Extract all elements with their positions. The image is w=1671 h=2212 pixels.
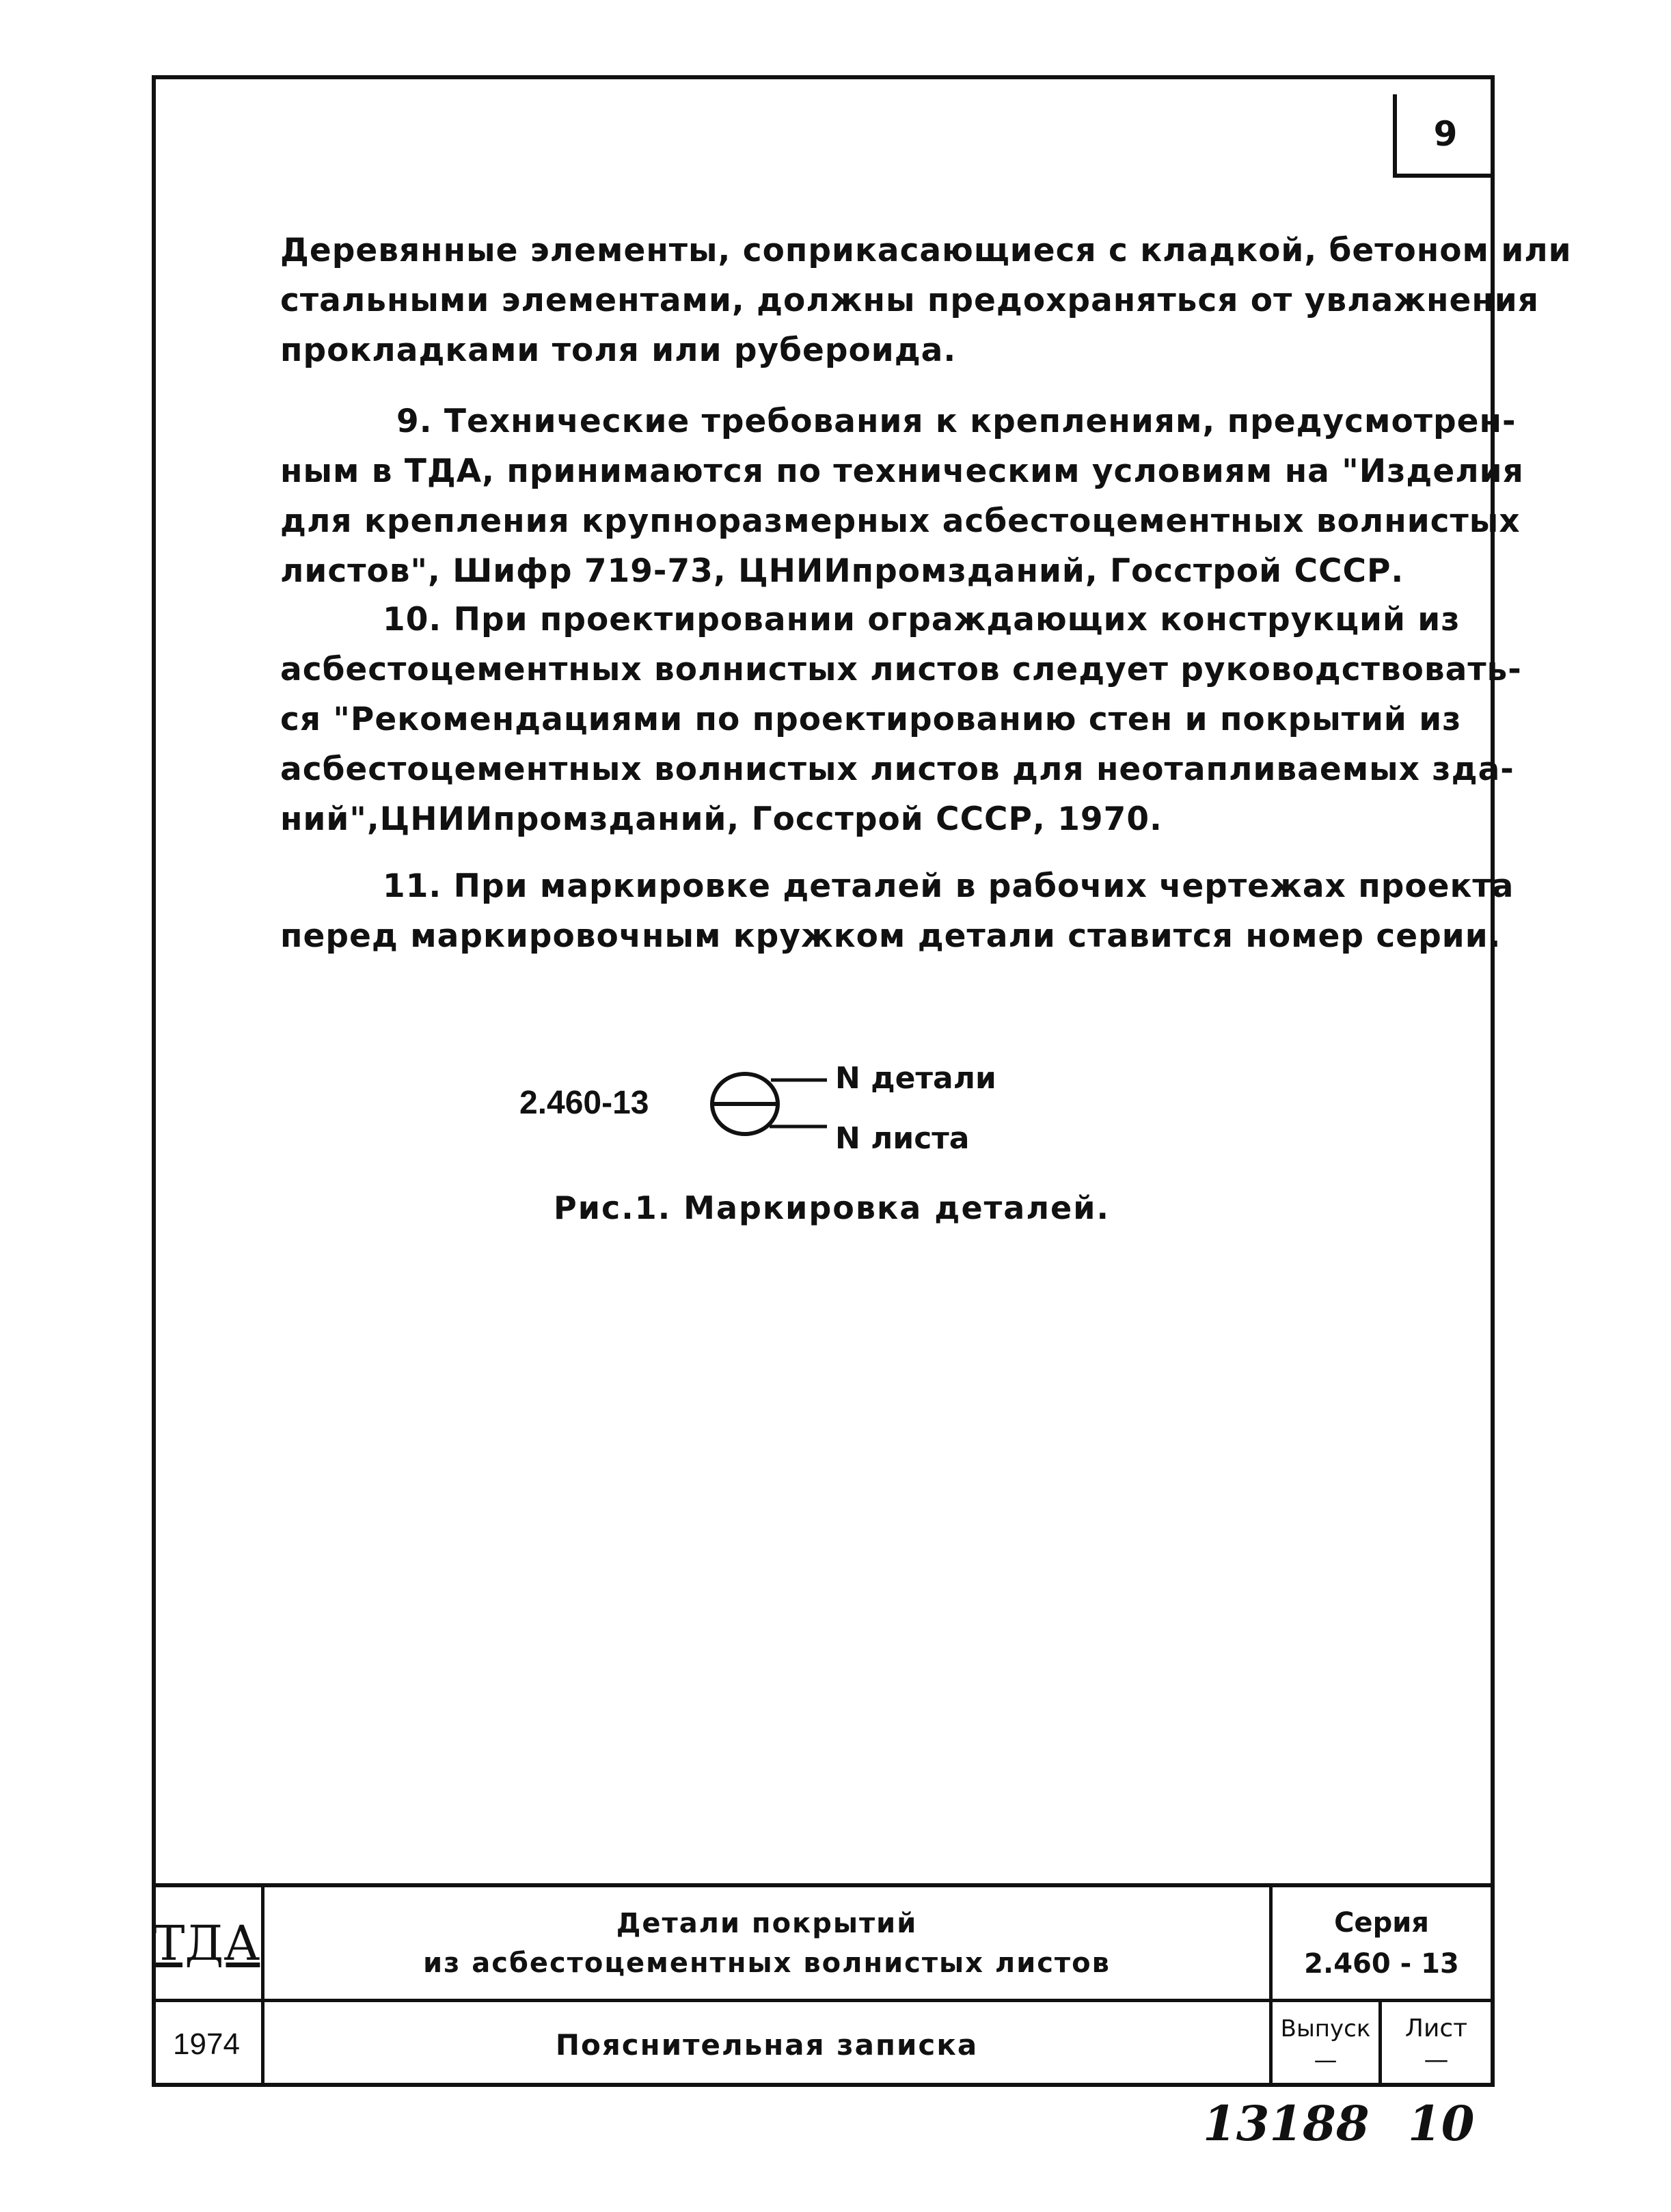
title-line-2: из асбестоцементных волнистых листов — [423, 1947, 1111, 1979]
text-line: 9. Технические требования к креплениям, предусмотрен- — [396, 403, 1517, 440]
text-line: Деревянные элементы, соприкасающиеся с кладкой, бетоном или — [280, 232, 1572, 269]
text-line: асбестоцементных волнистых листов для неотапливаемых зда- — [280, 751, 1514, 788]
text-line: ний",ЦНИИпромзданий, Госстрой СССР, 1970. — [280, 800, 1163, 838]
paragraph-11 — [280, 861, 1514, 961]
issue-cell — [1273, 2002, 1378, 2087]
subtitle-cell — [264, 2002, 1269, 2087]
subtitle: Пояснительная записка — [555, 2027, 979, 2062]
text-line: стальными элементами, должны предохраняться от увлажнения — [280, 282, 1539, 319]
archive-number: 13188 — [1203, 2095, 1370, 2152]
title-block — [152, 1883, 1495, 2087]
handwritten-sheet-number: 10 — [1408, 2095, 1475, 2152]
text-line: ным в ТДА, принимаются по техническим условиям на "Изделия — [280, 453, 1524, 490]
logo-text: ТДА — [152, 1915, 260, 1971]
text-line: ся "Рекомендациями по проектированию стен и покрытий из — [280, 701, 1462, 738]
figure-caption: Рис.1. Маркировка деталей. — [554, 1189, 1110, 1226]
paragraph-9 — [280, 396, 1524, 596]
text-line: 11. При маркировке деталей в рабочих чертежах проекта — [383, 867, 1514, 905]
series-code: 2.460-13 — [519, 1085, 649, 1121]
label-detail-number: N детали — [835, 1061, 996, 1096]
series-cell — [1273, 1887, 1491, 1999]
label-sheet-number: N листа — [835, 1121, 970, 1156]
page-number: 9 — [1433, 114, 1458, 154]
series-label: Серия — [1334, 1906, 1429, 1939]
issue-label: Выпуск — [1280, 2015, 1371, 2042]
year-cell — [152, 2002, 261, 2087]
text-line: перед маркировочным кружком детали ставится номер серии. — [280, 917, 1502, 955]
title-line-1: Детали покрытий — [616, 1907, 918, 1939]
paragraph-10 — [280, 595, 1522, 844]
text-line: листов", Шифр 719-73, ЦНИИпромзданий, Госстрой СССР. — [280, 552, 1404, 590]
sheet-label: Лист — [1404, 2014, 1468, 2042]
year: 1974 — [173, 2027, 240, 2061]
text-line: прокладками толя или рубероида. — [280, 332, 957, 369]
text-line: асбестоцементных волнистых листов следует руководствовать- — [280, 651, 1522, 688]
text-line: для крепления крупноразмерных асбестоцементных волнистых — [280, 502, 1521, 540]
sheet-value: — — [1424, 2046, 1449, 2074]
paragraph-wood-elements — [280, 226, 1572, 375]
page-number-box — [1393, 94, 1494, 178]
document-title — [264, 1887, 1269, 1999]
sheet-cell — [1382, 2002, 1491, 2087]
text-line: 10. При проектировании ограждающих конструкций из — [383, 601, 1461, 638]
logo-tda — [152, 1887, 261, 1999]
issue-value: — — [1314, 2047, 1337, 2074]
series-value: 2.460 - 13 — [1304, 1947, 1459, 1980]
